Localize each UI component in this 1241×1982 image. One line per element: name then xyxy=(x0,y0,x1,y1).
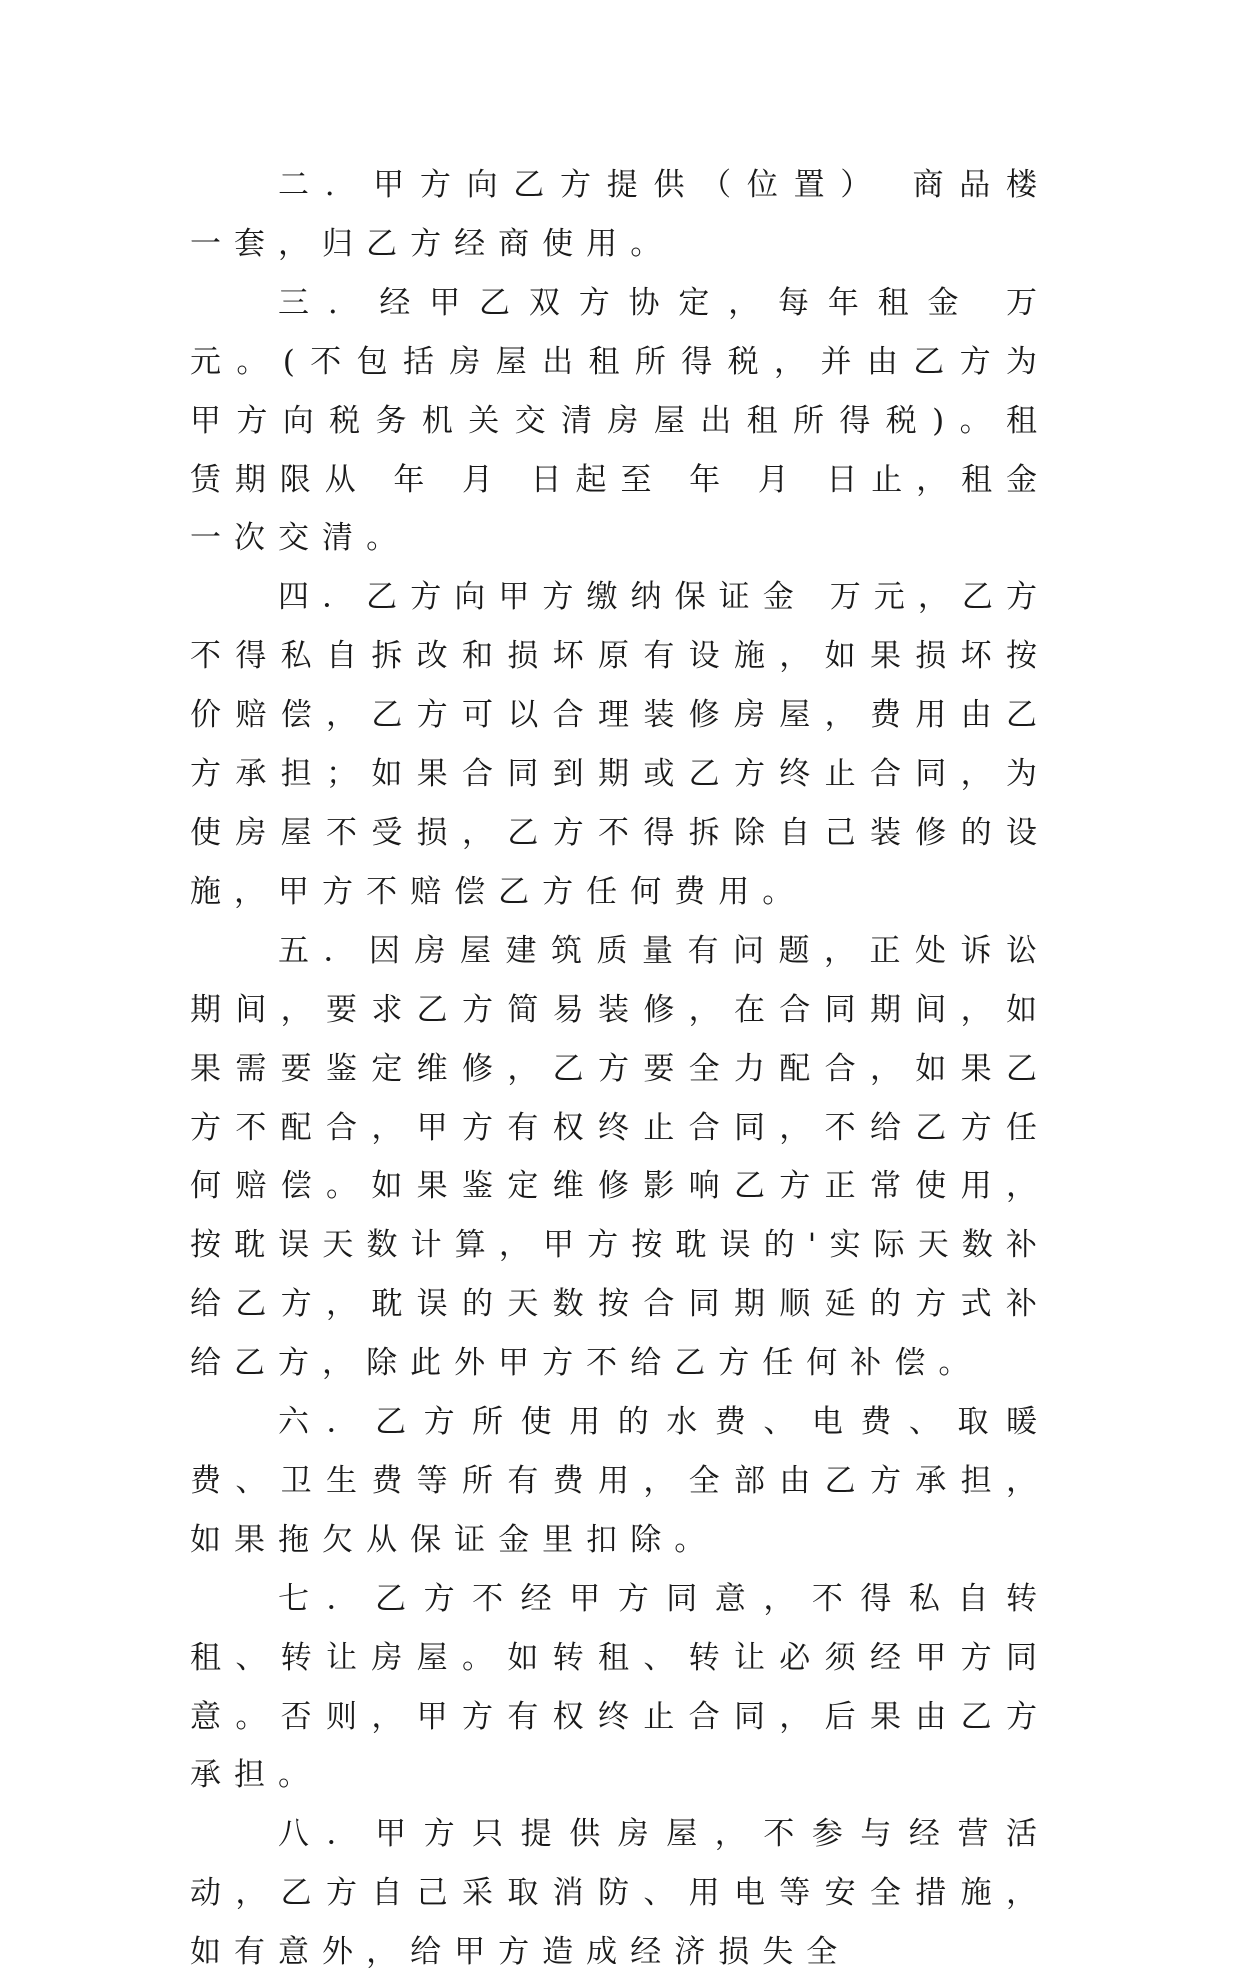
clause-4-paragraph: 四．乙方向甲方缴纳保证金 万元，乙方不得私自拆改和损坏原有设施，如果损坏按价赔偿，乙方可以合理装修房屋，费用由乙方承担；如果合同到期或乙方终止合同，为使房屋不受损，乙方不得拆除自己装修的设施，甲方不赔偿乙方任何费用。 xyxy=(190,579,1050,910)
clause-8-paragraph: 八．甲方只提供房屋，不参与经营活动，乙方自己采取消防、用电等安全措施，如有意外，给甲方造成经济损失全 xyxy=(190,1816,1050,1971)
clause-2-paragraph: 二. 甲方向乙方提供（位置） 商品楼一套，归乙方经商使用。 xyxy=(190,167,1050,262)
clause-3-paragraph: 三. 经甲乙双方协定，每年租金 万元。(不包括房屋出租所得税，并由乙方为甲方向税务机关交清房屋出租所得税)。租赁期限从 年 月 日起至 年 月 日止，租金一次交清。 xyxy=(190,284,1050,557)
clause-6-paragraph: 六．乙方所使用的水费、电费、取暖费、卫生费等所有费用，全部由乙方承担，如果拖欠从保证金里扣除。 xyxy=(190,1404,1050,1558)
contract-body xyxy=(190,156,1050,1982)
clause-5-paragraph: 五．因房屋建筑质量有问题，正处诉讼期间，要求乙方简易装修，在合同期间，如果需要鉴定维修，乙方要全力配合，如果乙方不配合，甲方有权终止合同，不给乙方任何赔偿。如果鉴定维修影响乙方正常使用，按耽误天数计算，甲方按耽误的'实际天数补给乙方，耽误的天数按合同期顺延的方式补给乙方，除此外甲方不给乙方任何补偿。 xyxy=(190,932,1050,1382)
clause-7-paragraph: 七．乙方不经甲方同意，不得私自转租、转让房屋。如转租、转让必须经甲方同意。否则，甲方有权终止合同，后果由乙方承担。 xyxy=(190,1580,1050,1794)
